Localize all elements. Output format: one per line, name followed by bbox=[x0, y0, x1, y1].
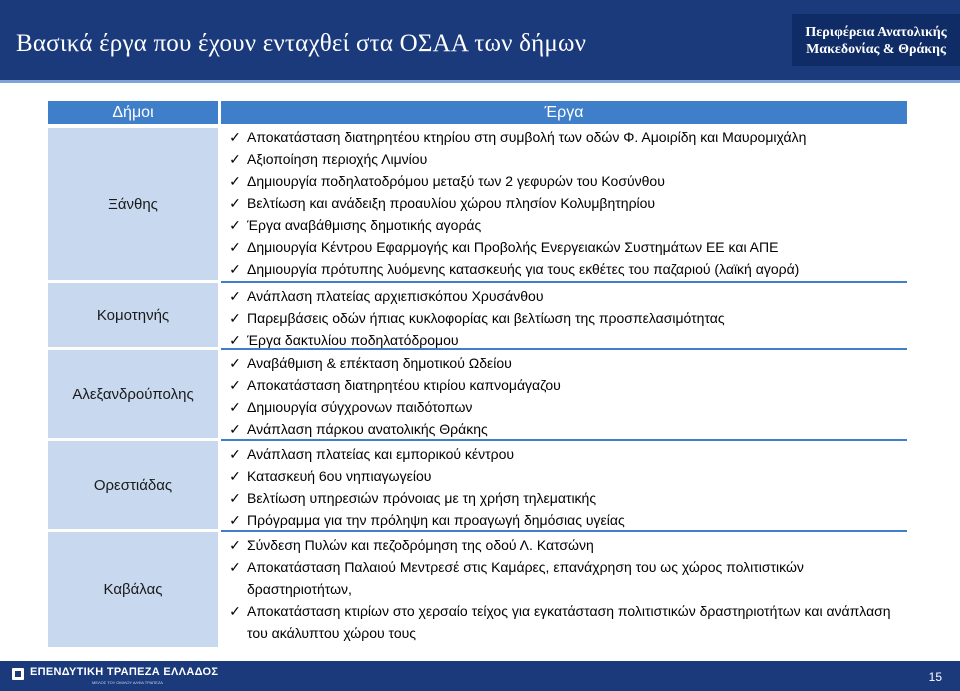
municipality-cell: Κομοτηνής bbox=[48, 283, 218, 347]
column-header-municipalities: Δήμοι bbox=[48, 101, 218, 124]
check-icon: ✓ bbox=[229, 332, 241, 348]
list-item: ✓ Αξιοποίηση περιοχής Λιμνίου bbox=[221, 148, 907, 170]
check-icon: ✓ bbox=[229, 173, 241, 189]
list-item: ✓ Δημιουργία πρότυπης λυόμενης κατασκευής για τους εκθέτες του παζαριού (λαϊκή αγορά) bbox=[221, 258, 907, 280]
region-line-2: Μακεδονίας & Θράκης bbox=[806, 42, 946, 57]
list-item: ✓ Αποκατάσταση διατηρητέου κτηρίου στη συμβολή των οδών Φ. Αμοιρίδη και Μαυρομιχάλη bbox=[221, 126, 907, 148]
check-icon: ✓ bbox=[229, 468, 241, 484]
footer-bar bbox=[0, 661, 960, 691]
list-item: ✓ Αποκατάσταση Παλαιού Μεντρεσέ στις Καμάρες, επανάχρηση του ως χώρος πολιτιστικών δραστηριοτήτων, bbox=[221, 556, 907, 600]
region-line-1: Περιφέρεια Ανατολικής bbox=[805, 25, 947, 40]
municipality-cell: Ορεστιάδας bbox=[48, 441, 218, 529]
list-item: ✓ Πρόγραμμα για την πρόληψη και προαγωγή δημόσιας υγείας bbox=[221, 509, 907, 531]
column-header-works: Έργα bbox=[221, 101, 907, 124]
header-bar bbox=[0, 0, 960, 83]
list-item: ✓ Έργα δακτυλίου ποδηλατόδρομου bbox=[221, 329, 907, 351]
check-icon: ✓ bbox=[229, 217, 241, 233]
check-icon: ✓ bbox=[229, 195, 241, 211]
check-icon: ✓ bbox=[229, 421, 241, 437]
page-number: 15 bbox=[928, 670, 942, 684]
bank-name: ΕΠΕΝΔΥΤΙΚΗ ΤΡΑΠΕΖΑ ΕΛΛΑΔΟΣ bbox=[30, 666, 219, 678]
works-list bbox=[221, 530, 907, 648]
list-item: ✓ Αποκατάσταση διατηρητέου κτιρίου καπνομάγαζου bbox=[221, 374, 907, 396]
list-item: ✓ Ανάπλαση πάρκου ανατολικής Θράκης bbox=[221, 418, 907, 440]
check-icon: ✓ bbox=[229, 310, 241, 326]
works-list bbox=[221, 439, 907, 531]
bank-logo-icon bbox=[12, 668, 24, 680]
check-icon: ✓ bbox=[229, 603, 241, 619]
region-label bbox=[792, 14, 960, 66]
works-list bbox=[221, 281, 907, 349]
check-icon: ✓ bbox=[229, 261, 241, 277]
list-item: ✓ Σύνδεση Πυλών και πεζοδρόμηση της οδού Λ. Κατσώνη bbox=[221, 534, 907, 556]
list-item: ✓ Κατασκευή 6ου νηπιαγωγείου bbox=[221, 465, 907, 487]
check-icon: ✓ bbox=[229, 355, 241, 371]
municipality-cell: Καβάλας bbox=[48, 532, 218, 647]
check-icon: ✓ bbox=[229, 239, 241, 255]
list-item: ✓ Βελτίωση και ανάδειξη προαυλίου χώρου πλησίον Κολυμβητηρίου bbox=[221, 192, 907, 214]
works-list bbox=[221, 348, 907, 440]
list-item: ✓ Δημιουργία Κέντρου Εφαρμογής και Προβολής Ενεργειακών Συστημάτων ΕΕ και ΑΠΕ bbox=[221, 236, 907, 258]
check-icon: ✓ bbox=[229, 129, 241, 145]
works-list bbox=[221, 124, 907, 280]
check-icon: ✓ bbox=[229, 537, 241, 553]
check-icon: ✓ bbox=[229, 512, 241, 528]
check-icon: ✓ bbox=[229, 446, 241, 462]
list-item: ✓ Δημιουργία σύγχρονων παιδότοπων bbox=[221, 396, 907, 418]
check-icon: ✓ bbox=[229, 559, 241, 575]
list-item: ✓ Έργα αναβάθμισης δημοτικής αγοράς bbox=[221, 214, 907, 236]
list-item: ✓ Ανάπλαση πλατείας αρχιεπισκόπου Χρυσάνθου bbox=[221, 285, 907, 307]
list-item: ✓ Βελτίωση υπηρεσιών πρόνοιας με τη χρήση τηλεματικής bbox=[221, 487, 907, 509]
list-item: ✓ Παρεμβάσεις οδών ήπιας κυκλοφορίας και βελτίωση της προσπελασιμότητας bbox=[221, 307, 907, 329]
check-icon: ✓ bbox=[229, 151, 241, 167]
check-icon: ✓ bbox=[229, 288, 241, 304]
page-title: Βασικά έργα που έχουν ενταχθεί στα ΟΣΑΑ των δήμων bbox=[16, 30, 587, 57]
municipality-cell: Ξάνθης bbox=[48, 128, 218, 280]
check-icon: ✓ bbox=[229, 399, 241, 415]
list-item: ✓ Αποκατάσταση κτιρίων στο χερσαίο τείχος για εγκατάσταση πολιτιστικών δραστηριοτήτων και ανάπλαση του ακάλυπτου χώρου τους bbox=[221, 600, 907, 644]
list-item: ✓ Αναβάθμιση & επέκταση δημοτικού Ωδείου bbox=[221, 352, 907, 374]
municipality-cell: Αλεξανδρούπολης bbox=[48, 350, 218, 438]
list-item: ✓ Δημιουργία ποδηλατοδρόμου μεταξύ των 2 γεφυρών του Κοσύνθου bbox=[221, 170, 907, 192]
check-icon: ✓ bbox=[229, 490, 241, 506]
bank-subtitle: ΜΕΛΟΣ ΤΟΥ ΟΜΙΛΟΥ ΑΛΦΑ ΤΡΑΠΕΖΑ bbox=[92, 680, 163, 685]
check-icon: ✓ bbox=[229, 377, 241, 393]
list-item: ✓ Ανάπλαση πλατείας και εμπορικού κέντρου bbox=[221, 443, 907, 465]
